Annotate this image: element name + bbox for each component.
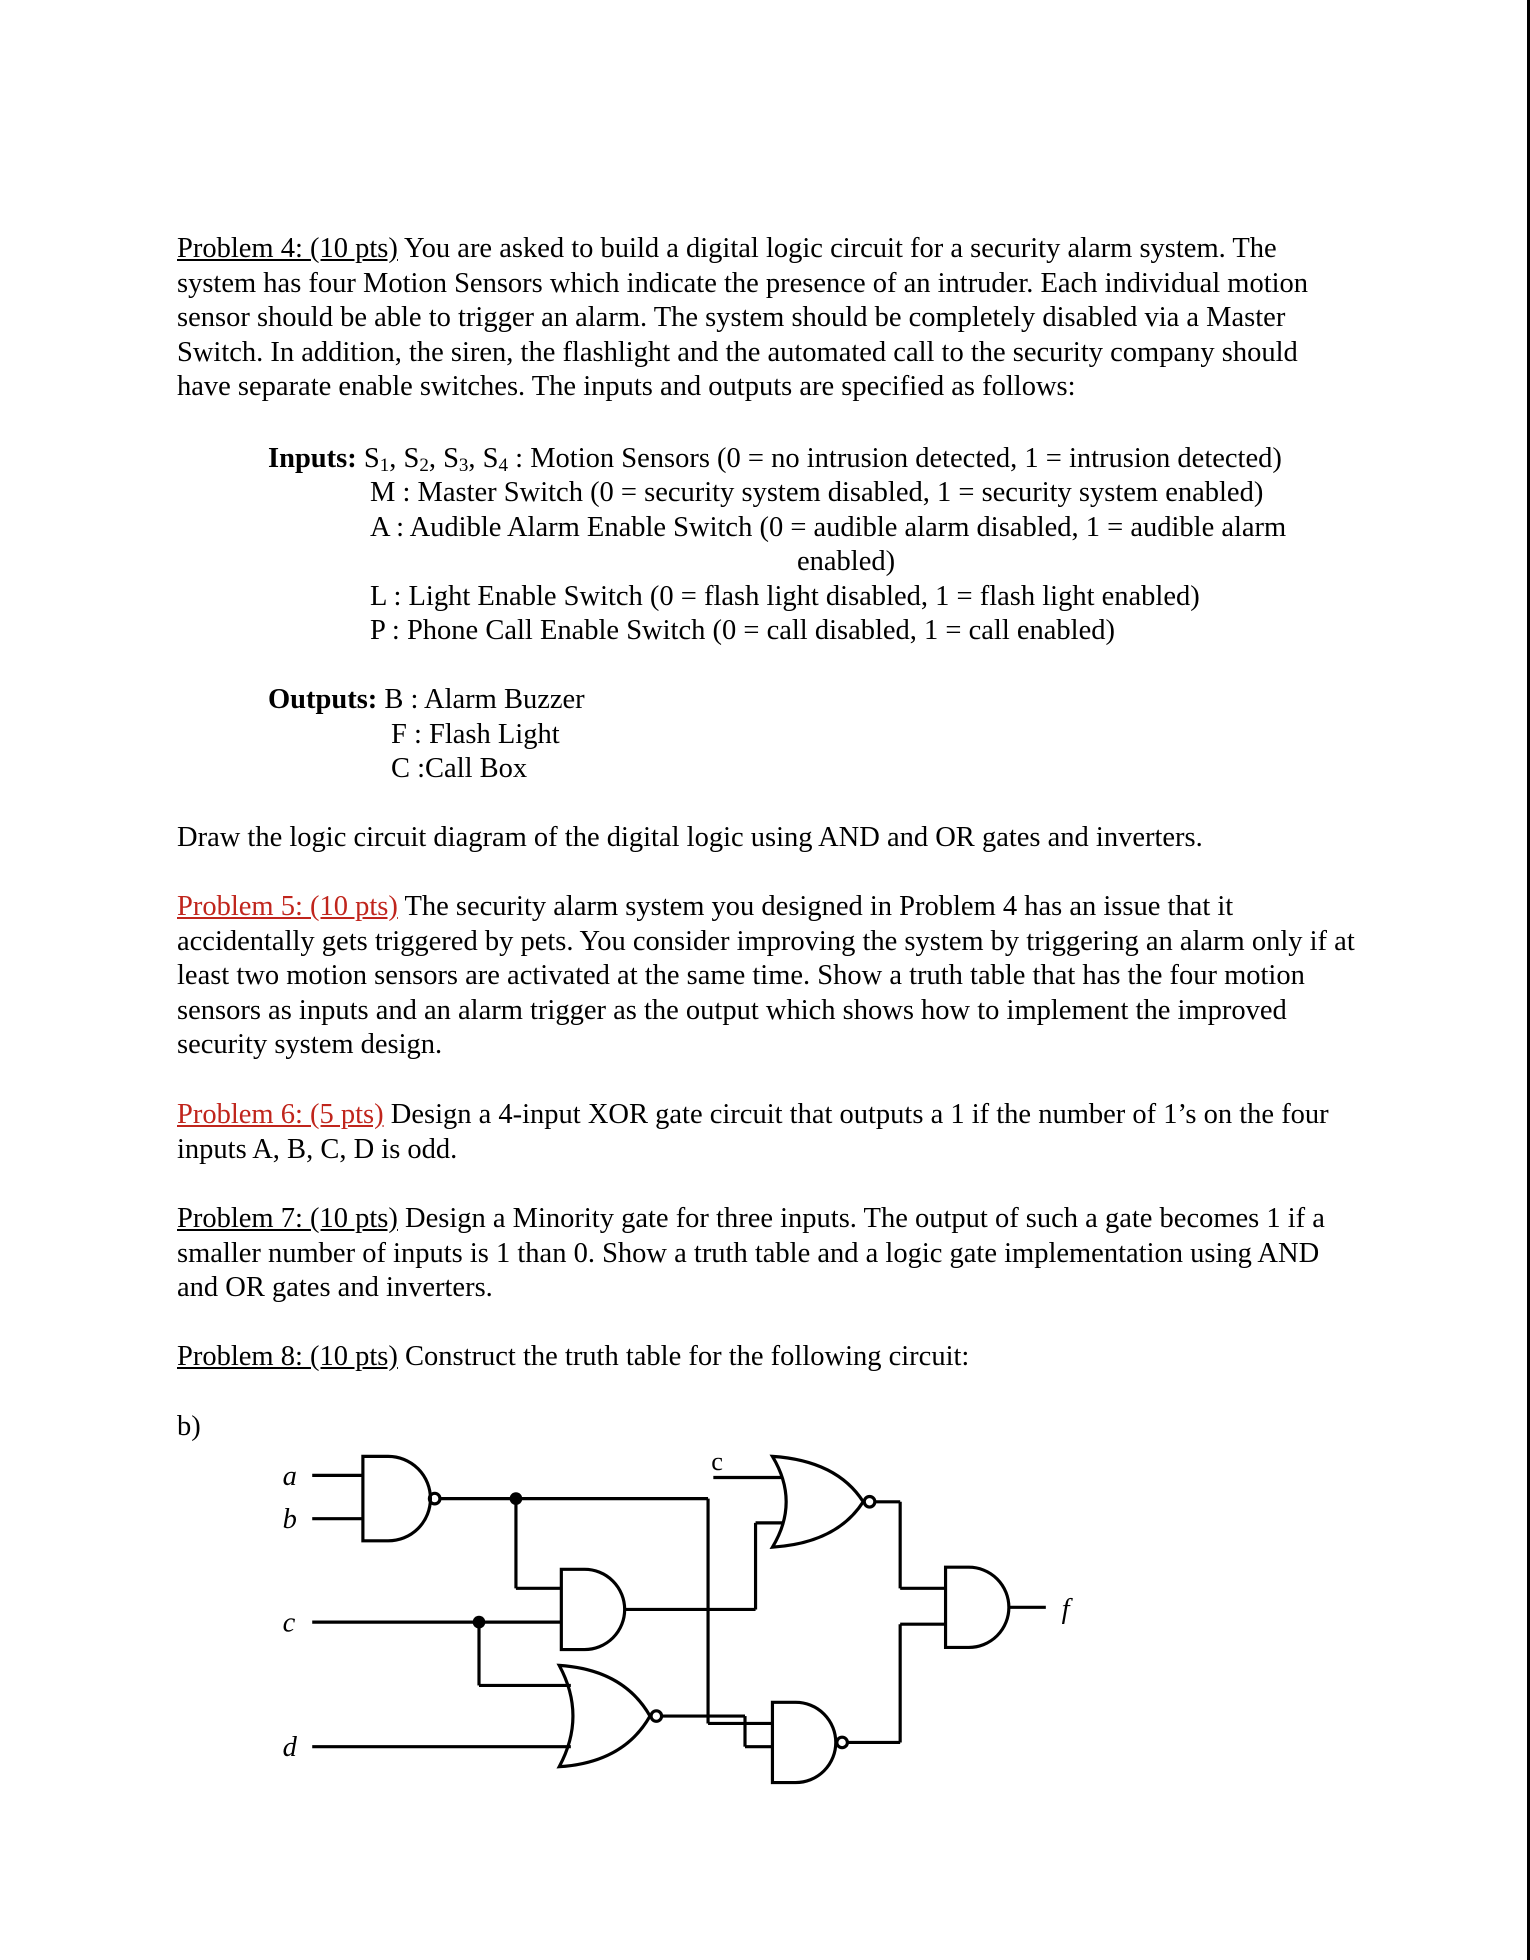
problem-6-paragraph <box>177 1098 1357 1167</box>
problem-7-title: Problem 7: (10 pts) <box>177 1203 398 1234</box>
problem-6 <box>177 1098 1357 1167</box>
junction-dot-top <box>510 1492 523 1505</box>
input-audible-alarm: A : Audible Alarm Enable Switch (0 = audible alarm disabled, 1 = audible alarm <box>370 512 1287 543</box>
problem-8 <box>177 1340 1357 1375</box>
problem-6-text: Design a 4-input XOR gate circuit that outputs a 1 if the number of 1’s on the four inputs A, B, C, D is odd. <box>177 1099 1329 1165</box>
label-b: b <box>282 1504 297 1536</box>
part-b-label: b) <box>177 1411 201 1442</box>
nor-top-bubble <box>864 1497 875 1508</box>
inputs-label: Inputs: <box>268 443 357 474</box>
circuit-svg <box>270 1430 1220 1810</box>
nand-gate-4 <box>772 1702 835 1782</box>
problem-4-instruction: Draw the logic circuit diagram of the digital logic using AND and OR gates and inverters. <box>177 822 1203 853</box>
outputs-label: Outputs: <box>268 684 378 715</box>
output-buzzer: B : Alarm Buzzer <box>384 684 585 715</box>
problem-4-text: You are asked to build a digital logic circuit for a security alarm system. The system has four Motion Sensors which indicate the presence of an intruder. Each individual motion sensor should be able to trigger an alarm. The system should be completely disabled via a Master Switch. In addition, the siren, the flashlight and the automated call to the security company should have separate enable switches. The inputs and outputs are specified as follows: <box>177 233 1309 402</box>
logic-circuit-diagram <box>270 1430 1220 1810</box>
problem-8-paragraph <box>177 1340 1357 1375</box>
nor-3-bubble <box>651 1711 662 1722</box>
label-d: d <box>282 1732 297 1764</box>
label-top-c: c <box>711 1446 723 1477</box>
nor-gate-top <box>772 1456 863 1547</box>
junction-dot-c <box>473 1616 486 1629</box>
sensor-list: $S_1$, $S_2$, $S_3$, $S_4$ <box>363 443 509 476</box>
problem-5 <box>177 890 1357 1063</box>
problem-5-title: Problem 5: (10 pts) <box>177 891 398 922</box>
problem-7-text: Design a Minority gate for three inputs. The output of such a gate becomes 1 if a smaller number of inputs is 1 than 0. Show a truth table and a logic gate implementation using AND and OR gates and inverters. <box>177 1203 1325 1303</box>
and-gate-5 <box>946 1567 1009 1647</box>
problem-8-text: Construct the truth table for the following circuit: <box>397 1341 970 1372</box>
outputs-line-1 <box>268 683 585 718</box>
nor-gate-3 <box>559 1665 650 1766</box>
problem-7-paragraph <box>177 1202 1357 1306</box>
input-phone-switch: P : Phone Call Enable Switch (0 = call disabled, 1 = call enabled) <box>370 615 1115 646</box>
output-call-box: C :Call Box <box>391 753 528 784</box>
problem-5-paragraph <box>177 890 1357 1063</box>
problem-7 <box>177 1202 1357 1306</box>
input-audible-alarm-cont: enabled) <box>797 546 896 577</box>
problem-4-title: Problem 4: (10 pts) <box>177 233 398 264</box>
input-master-switch: M : Master Switch (0 = security system disabled, 1 = security system enabled) <box>370 477 1264 508</box>
problem-4 <box>177 232 1357 405</box>
and-gate-2 <box>561 1569 624 1649</box>
nand-4-bubble <box>837 1737 848 1748</box>
nand-1-bubble <box>429 1493 440 1504</box>
output-flash-light: F : Flash Light <box>391 719 560 750</box>
sensor-description: : Motion Sensors (0 = no intrusion detected, 1 = intrusion detected) <box>508 443 1282 474</box>
problem-5-text: The security alarm system you designed in Problem 4 has an issue that it accidentally gets triggered by pets. You consider improving the system by triggering an alarm only if at least two motion sensors are activated at the same time. Show a truth table that has the four motion sensors as inputs and an alarm trigger as the output which shows how to implement the improved security system design. <box>177 891 1355 1060</box>
label-c: c <box>282 1607 296 1639</box>
label-a: a <box>282 1460 297 1492</box>
problem-8-title: Problem 8: (10 pts) <box>177 1341 398 1372</box>
nand-gate-1 <box>363 1456 431 1540</box>
label-f: f <box>1061 1593 1070 1625</box>
input-light-switch: L : Light Enable Switch (0 = flash light disabled, 1 = flash light enabled) <box>370 581 1200 612</box>
problem-6-title: Problem 6: (5 pts) <box>177 1099 384 1130</box>
problem-4-paragraph <box>177 232 1357 405</box>
